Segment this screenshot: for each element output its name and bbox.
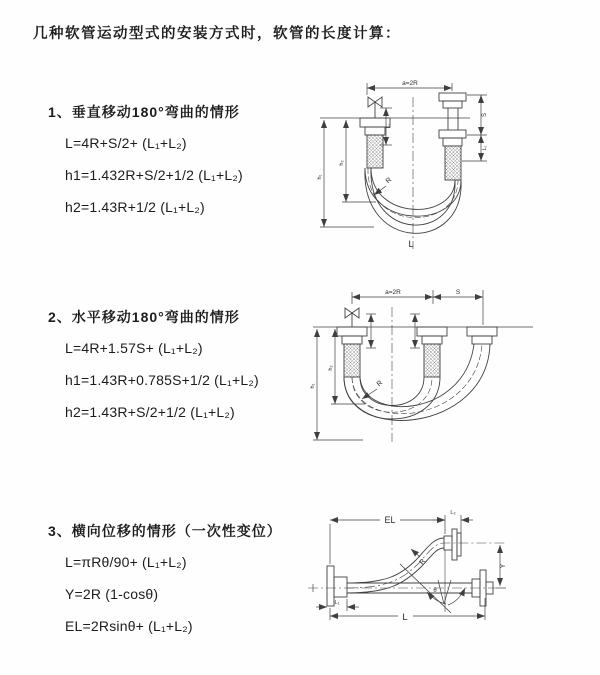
hose-drawing [320, 93, 470, 249]
braided-hose-section [445, 146, 461, 180]
formula-line: h2=1.43R+1/2 (L₁+L₂) [65, 199, 205, 215]
dim-label-h2: h₂ [328, 365, 334, 371]
dimension-lines [316, 515, 506, 620]
braided-hose-section [344, 344, 360, 377]
braided-hose-section [367, 135, 383, 168]
dim-label-y: Y [500, 563, 507, 569]
section-horizontal-bend [48, 307, 259, 433]
formula-line: L=4R+S/2+ (L₁+L₂) [65, 135, 187, 151]
dim-label-a2r: a=2R [385, 289, 401, 296]
radius-label: R [375, 379, 385, 389]
diagram-vertical-180-bend [310, 75, 600, 255]
diagram-lateral-displacement [300, 500, 600, 645]
dim-label-l1: L₁ [386, 123, 392, 129]
section-3-heading: 3、横向位移的情形（一次性变位） [48, 523, 282, 539]
section-1-heading: 1、垂直移动180°弯曲的情形 [48, 104, 240, 120]
radius-label: R [418, 557, 428, 567]
dim-label-s: S [455, 289, 461, 296]
dim-label-h1: h₁ [310, 383, 316, 389]
angle-label: θ [433, 588, 437, 594]
formula-line: h2=1.43R+S/2+1/2 (L₁+L₂) [65, 404, 235, 420]
page-title: 几种软管运动型式的安装方式时，软管的长度计算： [33, 26, 401, 42]
dim-label-s: S [482, 112, 488, 118]
hose-drawing [313, 307, 533, 442]
length-label: L [408, 239, 414, 249]
dimension-lines [313, 290, 483, 440]
section-lateral-displacement [48, 521, 282, 647]
section-vertical-bend [48, 102, 243, 228]
section-2-heading: 2、水平移动180°弯曲的情形 [48, 309, 240, 325]
length-label: L [402, 612, 408, 623]
dim-label-l1: L₁ [334, 600, 340, 606]
formula-line: h1=1.43R+0.785S+1/2 (L₁+L₂) [65, 372, 259, 388]
dim-label-a2r: a=2R [402, 80, 418, 87]
formula-line: L=4R+1.57S+ (L₁+L₂) [65, 340, 203, 356]
dim-label-l2: L₂ [482, 145, 488, 151]
diagram-horizontal-180-bend [305, 282, 600, 452]
formula-line: h1=1.432R+S/2+1/2 (L₁+L₂) [65, 167, 243, 183]
dim-label-l2: L₂ [450, 510, 456, 516]
formula-line: Y=2R (1-cosθ) [65, 586, 159, 602]
formula-line: EL=2Rsinθ+ (L₁+L₂) [65, 618, 193, 634]
dim-label-h2: h₂ [339, 160, 345, 166]
formula-line: L=πRθ/90+ (L₁+L₂) [65, 554, 187, 570]
braided-hose-section [424, 344, 440, 377]
dim-label-h1: h₁ [317, 174, 323, 180]
dim-label-el: EL [384, 515, 396, 525]
radius-label: R [384, 176, 394, 186]
